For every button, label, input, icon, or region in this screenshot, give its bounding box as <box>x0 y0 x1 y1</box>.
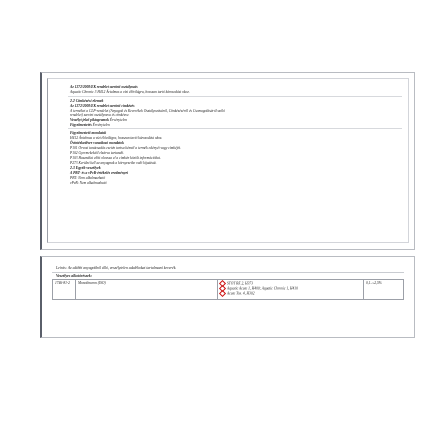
classification-text: Aquatic Chronic 3 H412 Ártalmas a vízi élővilágra, hosszan tartó károsodást okoz. <box>70 90 190 94</box>
label-elements-title: 2.2 Címkézési elemek <box>70 99 104 103</box>
pbt-assessment-title: A PBT- és a vPvB-értékelés eredményei <box>70 171 129 175</box>
label-text: A terméket a CLP-rendelet (Anyagok és Keverékek Osztályozásáról, Címkézéséről és Csomagolásáról szóló <box>70 109 225 113</box>
precautionary-title: Óvintézkedésre vonatkozó mondatok <box>70 141 124 145</box>
hazardous-components-title: Veszélyes alkotórészek: <box>56 274 92 278</box>
label-text-cont: rendelet) szerint osztályozva és címkézve. <box>70 113 130 117</box>
pictograms-value: Érvénytelen <box>109 118 128 122</box>
exclamation-hazard-icon <box>219 290 226 297</box>
label-sub-heading: Az 1272/2008/EK rendelet szerinti címkézés <box>70 104 135 108</box>
column-divider <box>75 280 76 299</box>
mixture-description: Leírás: Az alábbi anyagokból álló, veszélytelen adalékokat tartalmazó keverék. <box>56 266 177 270</box>
component-name: Monolinuron (ISO) <box>78 281 106 285</box>
h412-statement: H412 Ártalmas a vízi élővilágra, hosszan tartó károsodást okoz. <box>70 136 163 140</box>
column-divider <box>363 280 364 299</box>
hazards-identification-panel <box>40 72 415 250</box>
components-table <box>52 279 404 300</box>
composition-panel <box>40 256 415 338</box>
clp-heading: Az 1272/2008/EK rendelet szerinti osztályozás <box>70 85 138 89</box>
cas-number: 1746-81-2 <box>55 281 70 285</box>
signal-word-row <box>70 123 110 127</box>
p103-statement: P103 Használat előtt olvassa el a címkén közölt információkat. <box>70 156 161 160</box>
signal-word-title: Figyelmeztetés <box>70 123 92 127</box>
p273-statement: P273 Kerülni kell az anyagnak a környezetbe való kijutását. <box>70 161 157 165</box>
stot-classification: STOT RE 2, H373 <box>220 281 253 286</box>
concentration-range: 0,1–≤2,5% <box>366 281 382 285</box>
p102-statement: P102 Gyermekektől elzárva tartandó. <box>70 151 125 155</box>
p101-statement: P101 Orvosi tanácsadás esetén tartsa kéznél a termék edényét vagy címkéjét. <box>70 146 182 150</box>
hazard-statements-title: Figyelmeztető mondatok <box>70 131 107 135</box>
pbt-value: PBT: Nem alkalmazható <box>70 176 106 180</box>
divider <box>52 272 404 273</box>
divider <box>68 128 402 129</box>
vpvb-value: vPvB: Nem alkalmazható <box>70 181 107 185</box>
other-hazards-title: 2.3 Egyéb veszélyek <box>70 166 101 170</box>
aquatic-classification: Aquatic Acute 1, H400; Aquatic Chronic 1, H410 <box>220 286 298 291</box>
pictograms-row <box>70 118 127 122</box>
signal-word-value: Érvénytelen <box>92 123 110 127</box>
divider <box>68 96 402 97</box>
acute-tox-classification: Acute Tox. 4, H302 <box>220 291 255 296</box>
pictograms-title: Veszélyt jelző piktogramok <box>70 118 109 122</box>
